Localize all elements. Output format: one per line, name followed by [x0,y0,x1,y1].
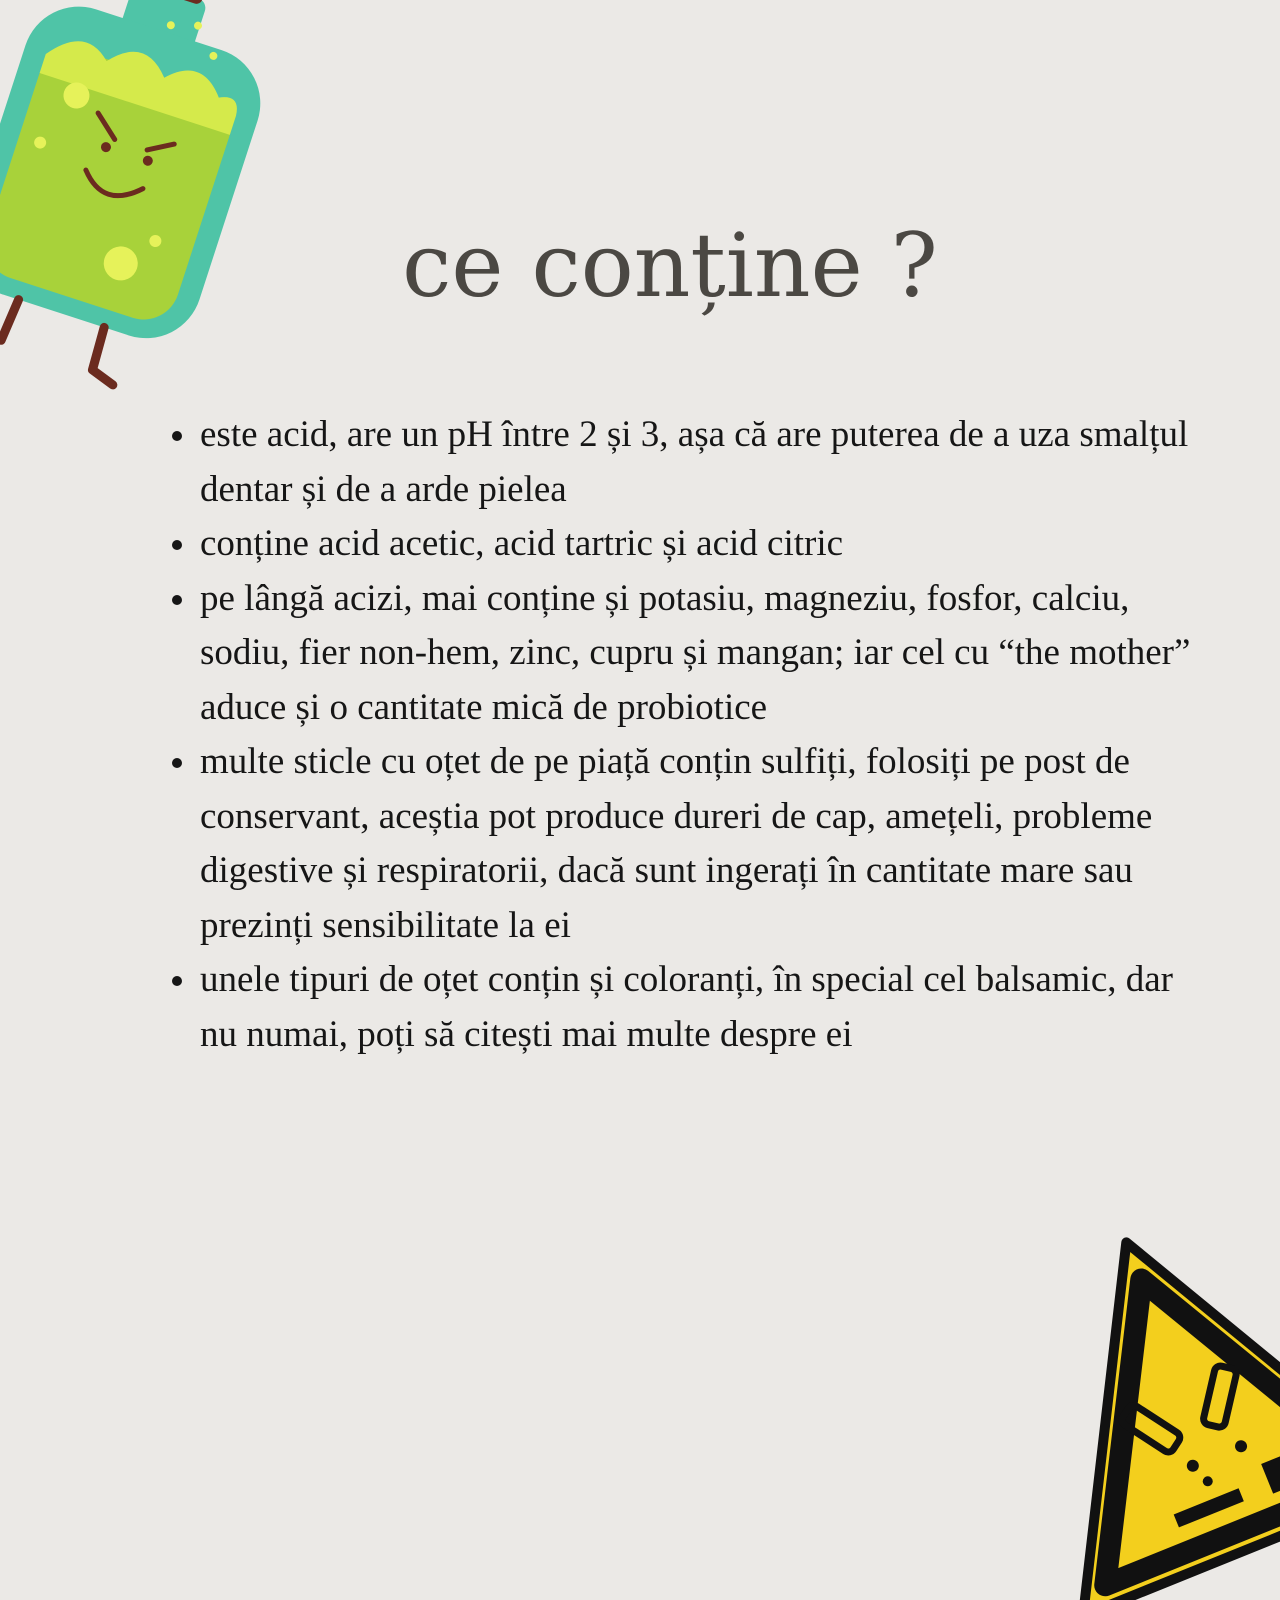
corrosive-warning-icon [1040,1200,1280,1600]
list-item: pe lângă acizi, mai conține și potasiu, magneziu, fosfor, calciu, sodiu, fier non-hem, zinc, cupru și mangan; iar cel cu “the mother” aduce și o cantitate mică de probiotice [200,572,1200,736]
list-item: multe sticle cu oțet de pe piață conțin sulfiți, folosiți pe post de conservant, aceștia pot produce dureri de cap, amețeli, probleme digestive și respiratorii, dacă sunt ingerați în cantitate mare sau prezinți sensibilitate la ei [200,735,1200,953]
list-item: este acid, are un pH între 2 și 3, așa că are puterea de a uza smalțul dentar și de a arde pielea [200,408,1200,517]
bullet-list [170,408,1200,1062]
list-item: unele tipuri de oțet conțin și coloranți, în special cel balsamic, dar nu numai, poți să citești mai multe despre ei [200,953,1200,1062]
acid-bottle-character-icon [0,0,280,390]
list-item: conține acid acetic, acid tartric și acid citric [200,517,1200,572]
page-title: ce conține ? [402,214,938,317]
